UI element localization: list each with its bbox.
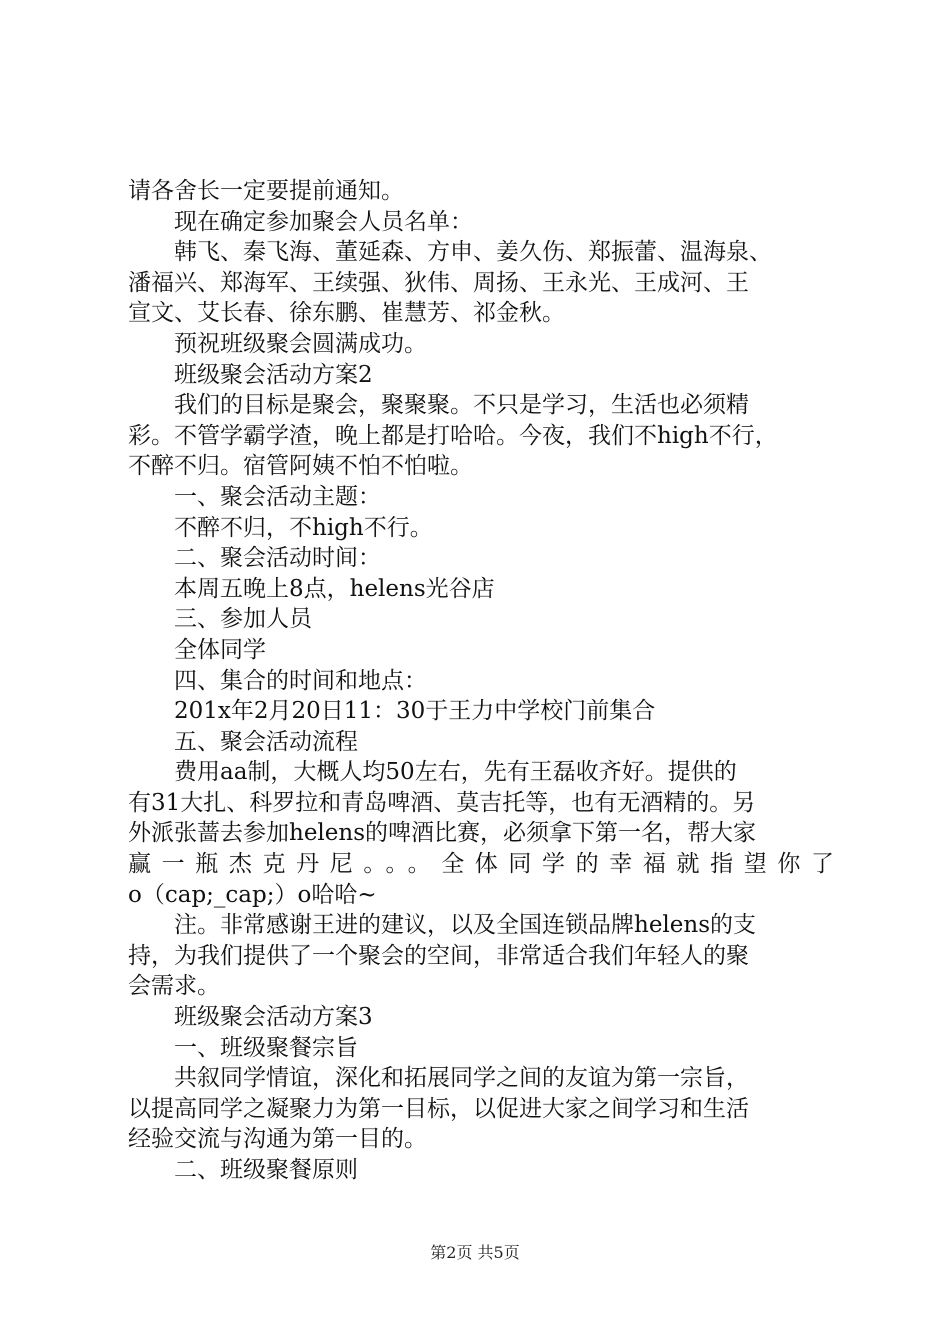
text-line: 费用aa制，大概人均50左右，先有王磊收齐好。提供的 <box>174 759 737 786</box>
text-line: 二、聚会活动时间： <box>174 545 381 572</box>
text-line: 五、聚会活动流程 <box>174 728 358 755</box>
text-line: 韩飞、秦飞海、董延森、方申、姜久伤、郑振蕾、温海泉、 <box>174 239 772 266</box>
text-line: 不醉不归，不high不行。 <box>174 514 433 541</box>
document-body <box>128 176 834 1186</box>
text-line: 彩。不管学霸学渣，晚上都是打哈哈。今夜，我们不high不行， <box>128 422 778 449</box>
page-footer: 第2页 共5页 <box>430 1243 520 1262</box>
text-line: 三、参加人员 <box>174 606 312 633</box>
text-line: 赢一瓶杰克丹尼。。。全体同学的幸福就指望你了 <box>128 851 834 878</box>
text-line: 有31大扎、科罗拉和青岛啤酒、莫吉托等，也有无酒精的。另 <box>128 789 756 816</box>
text-line: 共叙同学情谊，深化和拓展同学之间的友谊为第一宗旨， <box>174 1065 749 1092</box>
text-line: 外派张蔷去参加helens的啤酒比赛，必须拿下第一名，帮大家 <box>128 820 757 847</box>
text-line: 本周五晚上8点，helens光谷店 <box>174 575 495 602</box>
text-line: 以提高同学之凝聚力为第一目标，以促进大家之间学习和生活 <box>128 1095 749 1122</box>
text-line: 请各舍长一定要提前通知。 <box>128 178 404 204</box>
text-line: 不醉不归。宿管阿姨不怕不怕啦。 <box>128 453 473 480</box>
text-line: 一、聚会活动主题： <box>174 483 381 510</box>
text-line: 班级聚会活动方案2 <box>174 361 373 388</box>
text-line: 一、班级聚餐宗旨 <box>174 1034 358 1061</box>
text-line: 持，为我们提供了一个聚会的空间，非常适合我们年轻人的聚 <box>128 942 749 969</box>
text-line: 二、班级聚餐原则 <box>174 1157 358 1183</box>
text-line: 全体同学 <box>174 636 266 663</box>
text-line: o（cap;_cap;）o哈哈~ <box>128 881 377 908</box>
text-line: 宣文、艾长春、徐东鹏、崔慧芳、祁金秋。 <box>128 300 565 327</box>
text-line: 我们的目标是聚会，聚聚聚。不只是学习，生活也必须精 <box>174 392 749 419</box>
text-line: 潘福兴、郑海军、王续强、狄伟、周扬、王永光、王成河、王 <box>128 269 749 296</box>
text-line: 四、集合的时间和地点： <box>174 667 427 694</box>
text-line: 会需求。 <box>128 973 220 1000</box>
text-line: 注。非常感谢王进的建议，以及全国连锁品牌helens的支 <box>174 912 757 939</box>
text-line: 经验交流与沟通为第一目的。 <box>128 1126 427 1153</box>
text-line: 班级聚会活动方案3 <box>174 1004 373 1031</box>
text-line: 201x年2月20日11：30于王力中学校门前集合 <box>174 698 656 725</box>
text-line: 现在确定参加聚会人员名单： <box>174 208 473 235</box>
text-line: 预祝班级聚会圆满成功。 <box>174 330 427 357</box>
